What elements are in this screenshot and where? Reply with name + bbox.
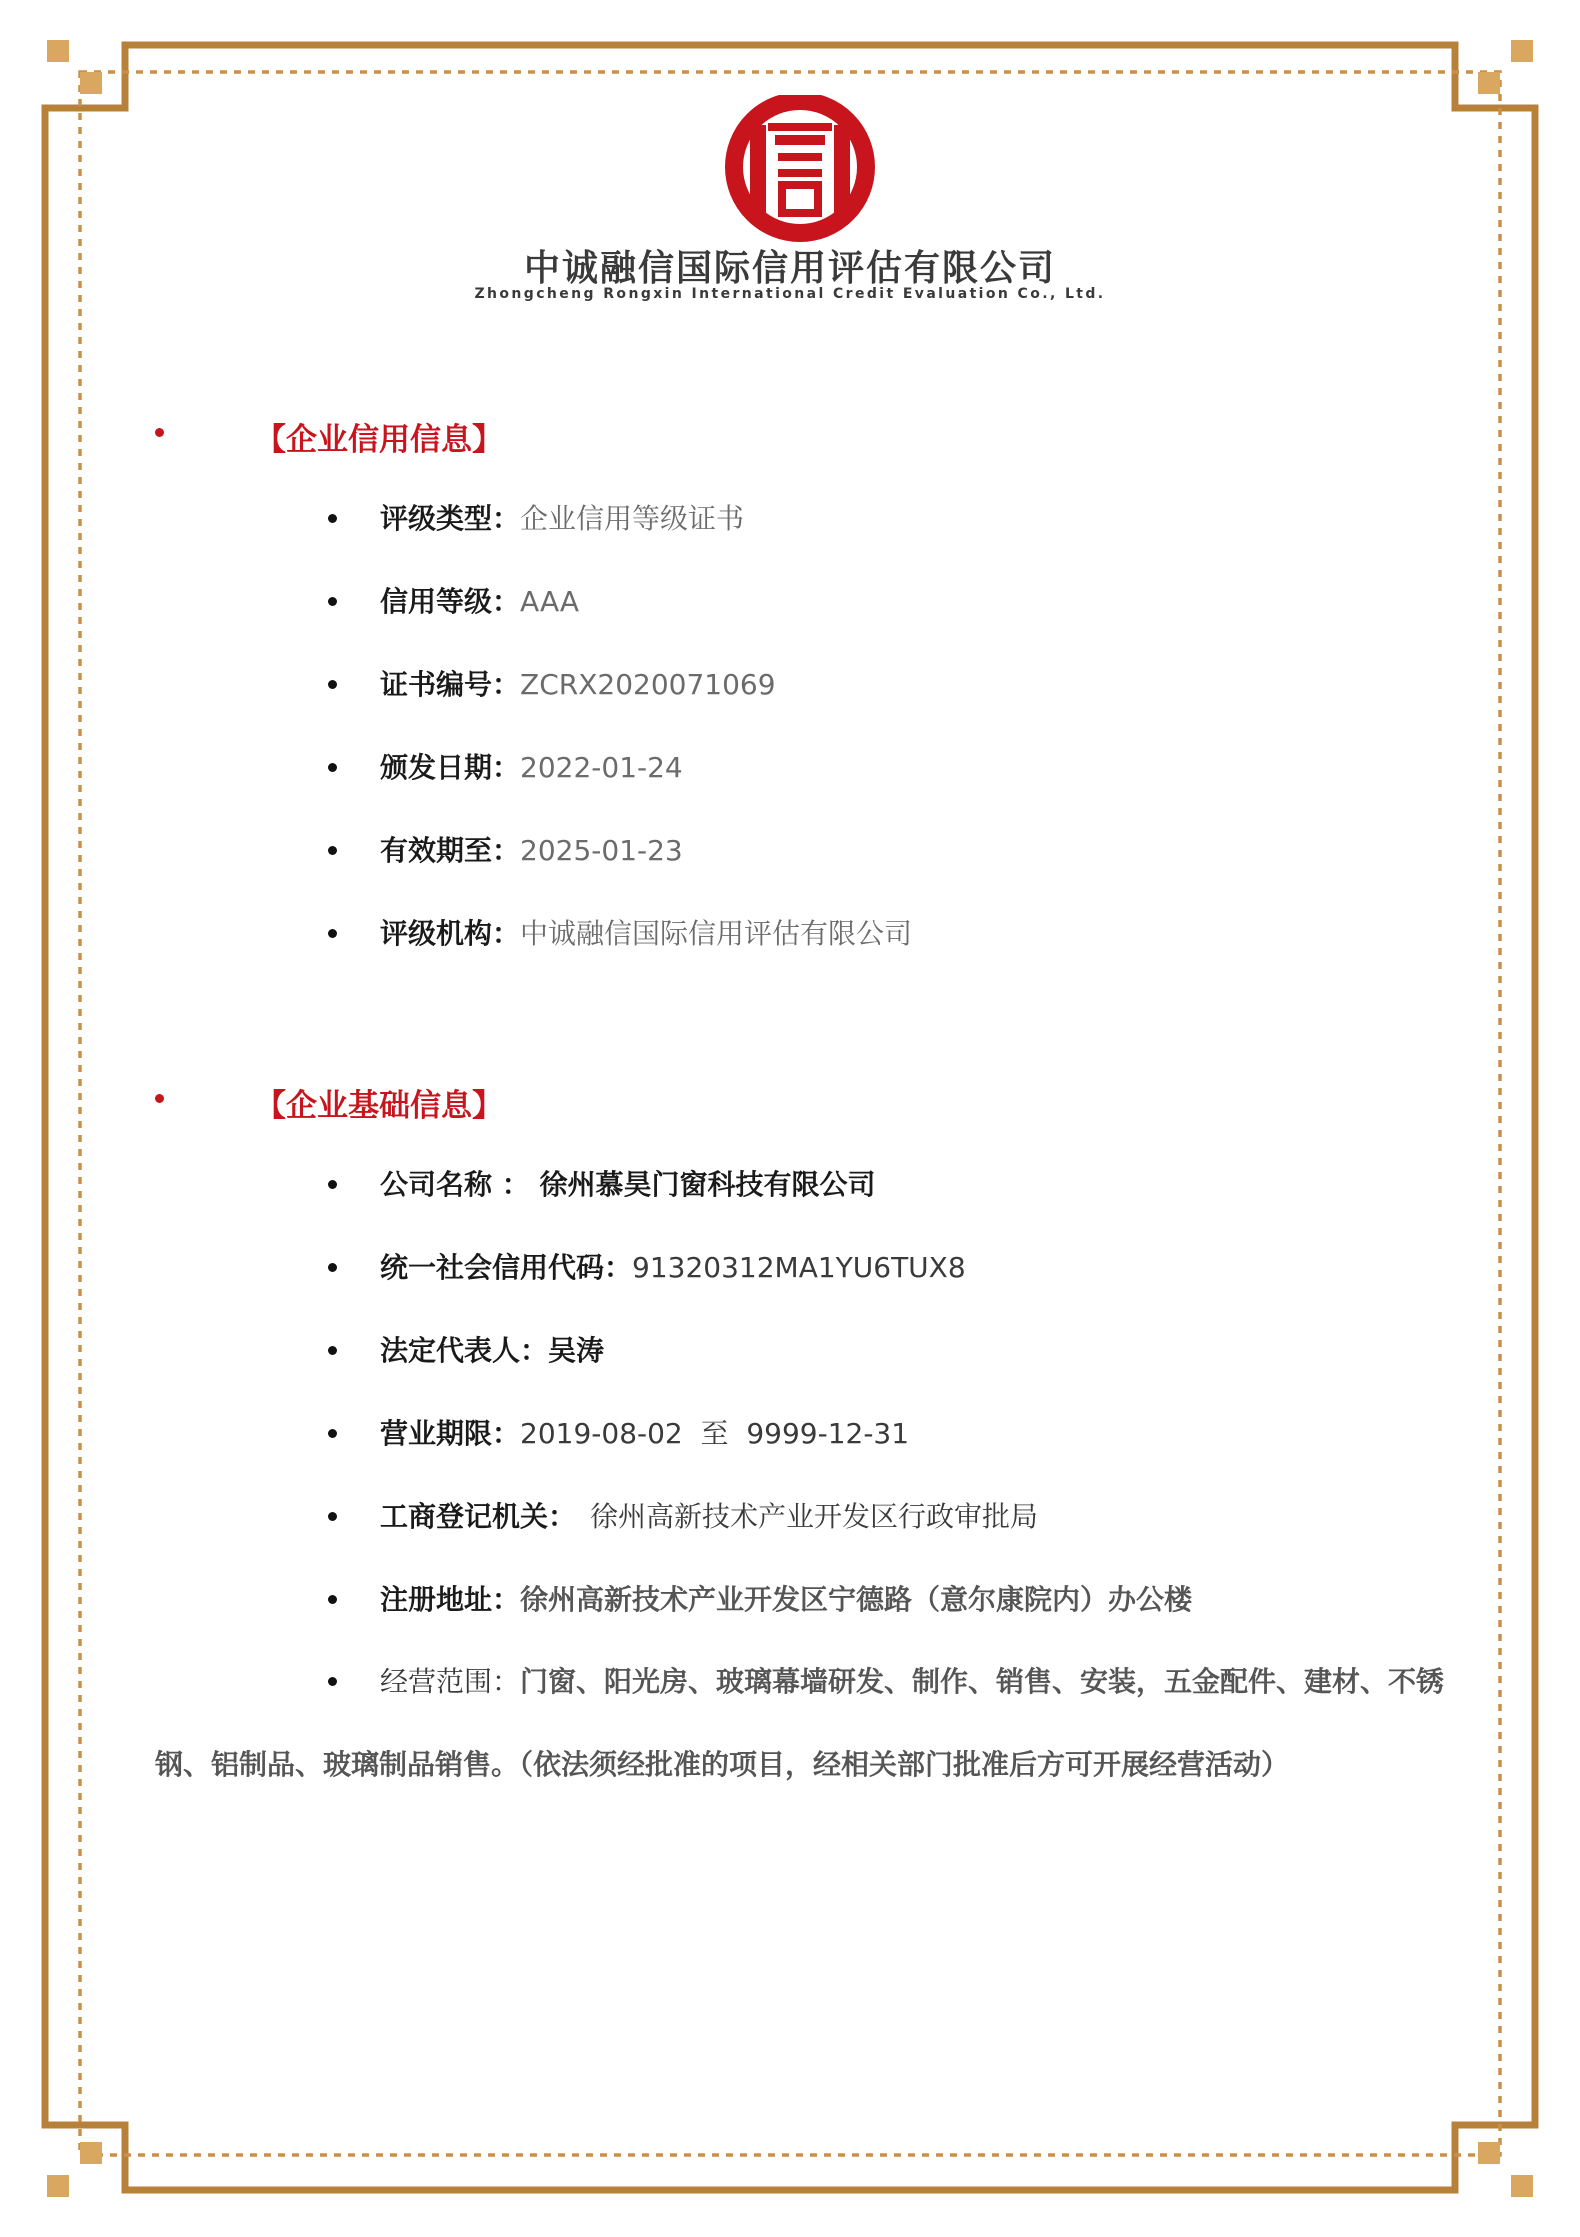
bullet-dot — [328, 1429, 337, 1438]
company-name-cn: 中诚融信国际信用评估有限公司 — [523, 248, 1056, 289]
bullet-dot — [328, 597, 337, 606]
bullet-dot — [328, 1263, 337, 1272]
company-name-en: Zhongcheng Rongxin International Credit Evaluation Co., Ltd. — [474, 286, 1106, 302]
bullet-dot — [328, 680, 337, 689]
bullet-dot — [328, 1595, 337, 1604]
bullet-dot — [155, 428, 164, 437]
bullet-dot — [328, 1346, 337, 1355]
credit-seal-icon — [720, 95, 880, 245]
company-logo — [720, 95, 880, 245]
bullet-dot — [328, 1512, 337, 1521]
bullet-dot — [155, 1094, 164, 1103]
bullet-dot — [328, 1180, 337, 1189]
bullet-dot — [328, 514, 337, 523]
bullet-dot — [328, 763, 337, 772]
bullet-dot — [328, 929, 337, 938]
business-scope-continuation: 钢、铝制品、玻璃制品销售。（依法须经批准的项目，经相关部门批准后方可开展经营活动） — [155, 1748, 1290, 1781]
bullet-dot — [328, 1677, 337, 1686]
bullet-dot — [328, 846, 337, 855]
